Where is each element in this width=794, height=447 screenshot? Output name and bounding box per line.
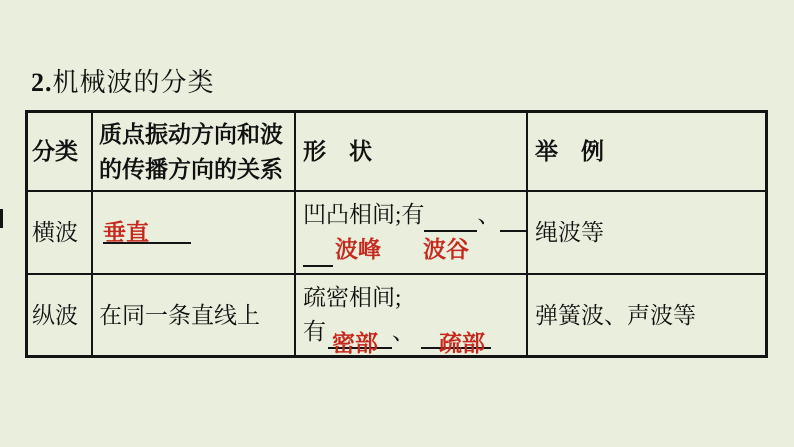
- shape1-separator: 、: [477, 202, 501, 227]
- shape1-blank2: [500, 209, 527, 232]
- header-shape-label: 形 状: [303, 138, 372, 164]
- relation-answer-text: 垂直: [103, 219, 149, 245]
- header-relation-line1: 质点振动方向和波: [99, 120, 283, 147]
- row-longitudinal-relation: [93, 275, 296, 355]
- shape1-answer-trough: 波谷: [423, 236, 469, 262]
- row-transverse-shape: [296, 192, 528, 275]
- header-cell-example: [528, 113, 765, 192]
- title-number: 2.: [31, 68, 53, 97]
- title-text: 机械波的分类: [52, 68, 215, 97]
- transverse-label: 横波: [32, 220, 78, 245]
- shape1-blank2-wrap: [303, 244, 333, 267]
- longitudinal-example-text: 弹簧波、声波等: [535, 302, 696, 328]
- longitudinal-label: 纵波: [32, 302, 78, 328]
- transverse-example-text: 绳波等: [535, 220, 604, 245]
- row-transverse-relation: [93, 192, 296, 275]
- header-relation-line2: 的传播方向的关系: [99, 155, 283, 182]
- shape2-blank2: [421, 326, 491, 355]
- row-transverse-example: [528, 192, 765, 275]
- shape1-answer-crest: 波峰: [335, 236, 381, 262]
- shape1-blank1: [424, 209, 477, 232]
- row-transverse-classification: [28, 192, 93, 275]
- page-title: [31, 62, 215, 99]
- header-classification-label: 分类: [32, 138, 78, 164]
- row-longitudinal-classification: [28, 275, 93, 355]
- relation-answer-blank: [103, 221, 191, 244]
- shape2-line1: 疏密相间;: [303, 285, 402, 310]
- row-longitudinal-example: [528, 275, 765, 355]
- row-longitudinal-shape: [296, 275, 528, 355]
- shape2-answer-rarefaction: 疏部: [439, 330, 485, 355]
- shape2-answer-compression: 密部: [332, 330, 378, 355]
- shape2-prefix: 有: [303, 319, 326, 344]
- header-cell-relation: [93, 113, 296, 192]
- longitudinal-relation-text: 在同一条直线上: [99, 302, 260, 328]
- wave-classification-table: [25, 110, 768, 358]
- shape2-separator: 、: [392, 319, 415, 344]
- left-edge-artifact: [0, 209, 3, 228]
- header-example-label: 举 例: [535, 138, 604, 164]
- header-cell-classification: [28, 113, 93, 192]
- header-cell-shape: [296, 113, 528, 192]
- shape1-prefix: 凹凸相间;有: [303, 202, 425, 227]
- shape2-blank1: [328, 326, 392, 355]
